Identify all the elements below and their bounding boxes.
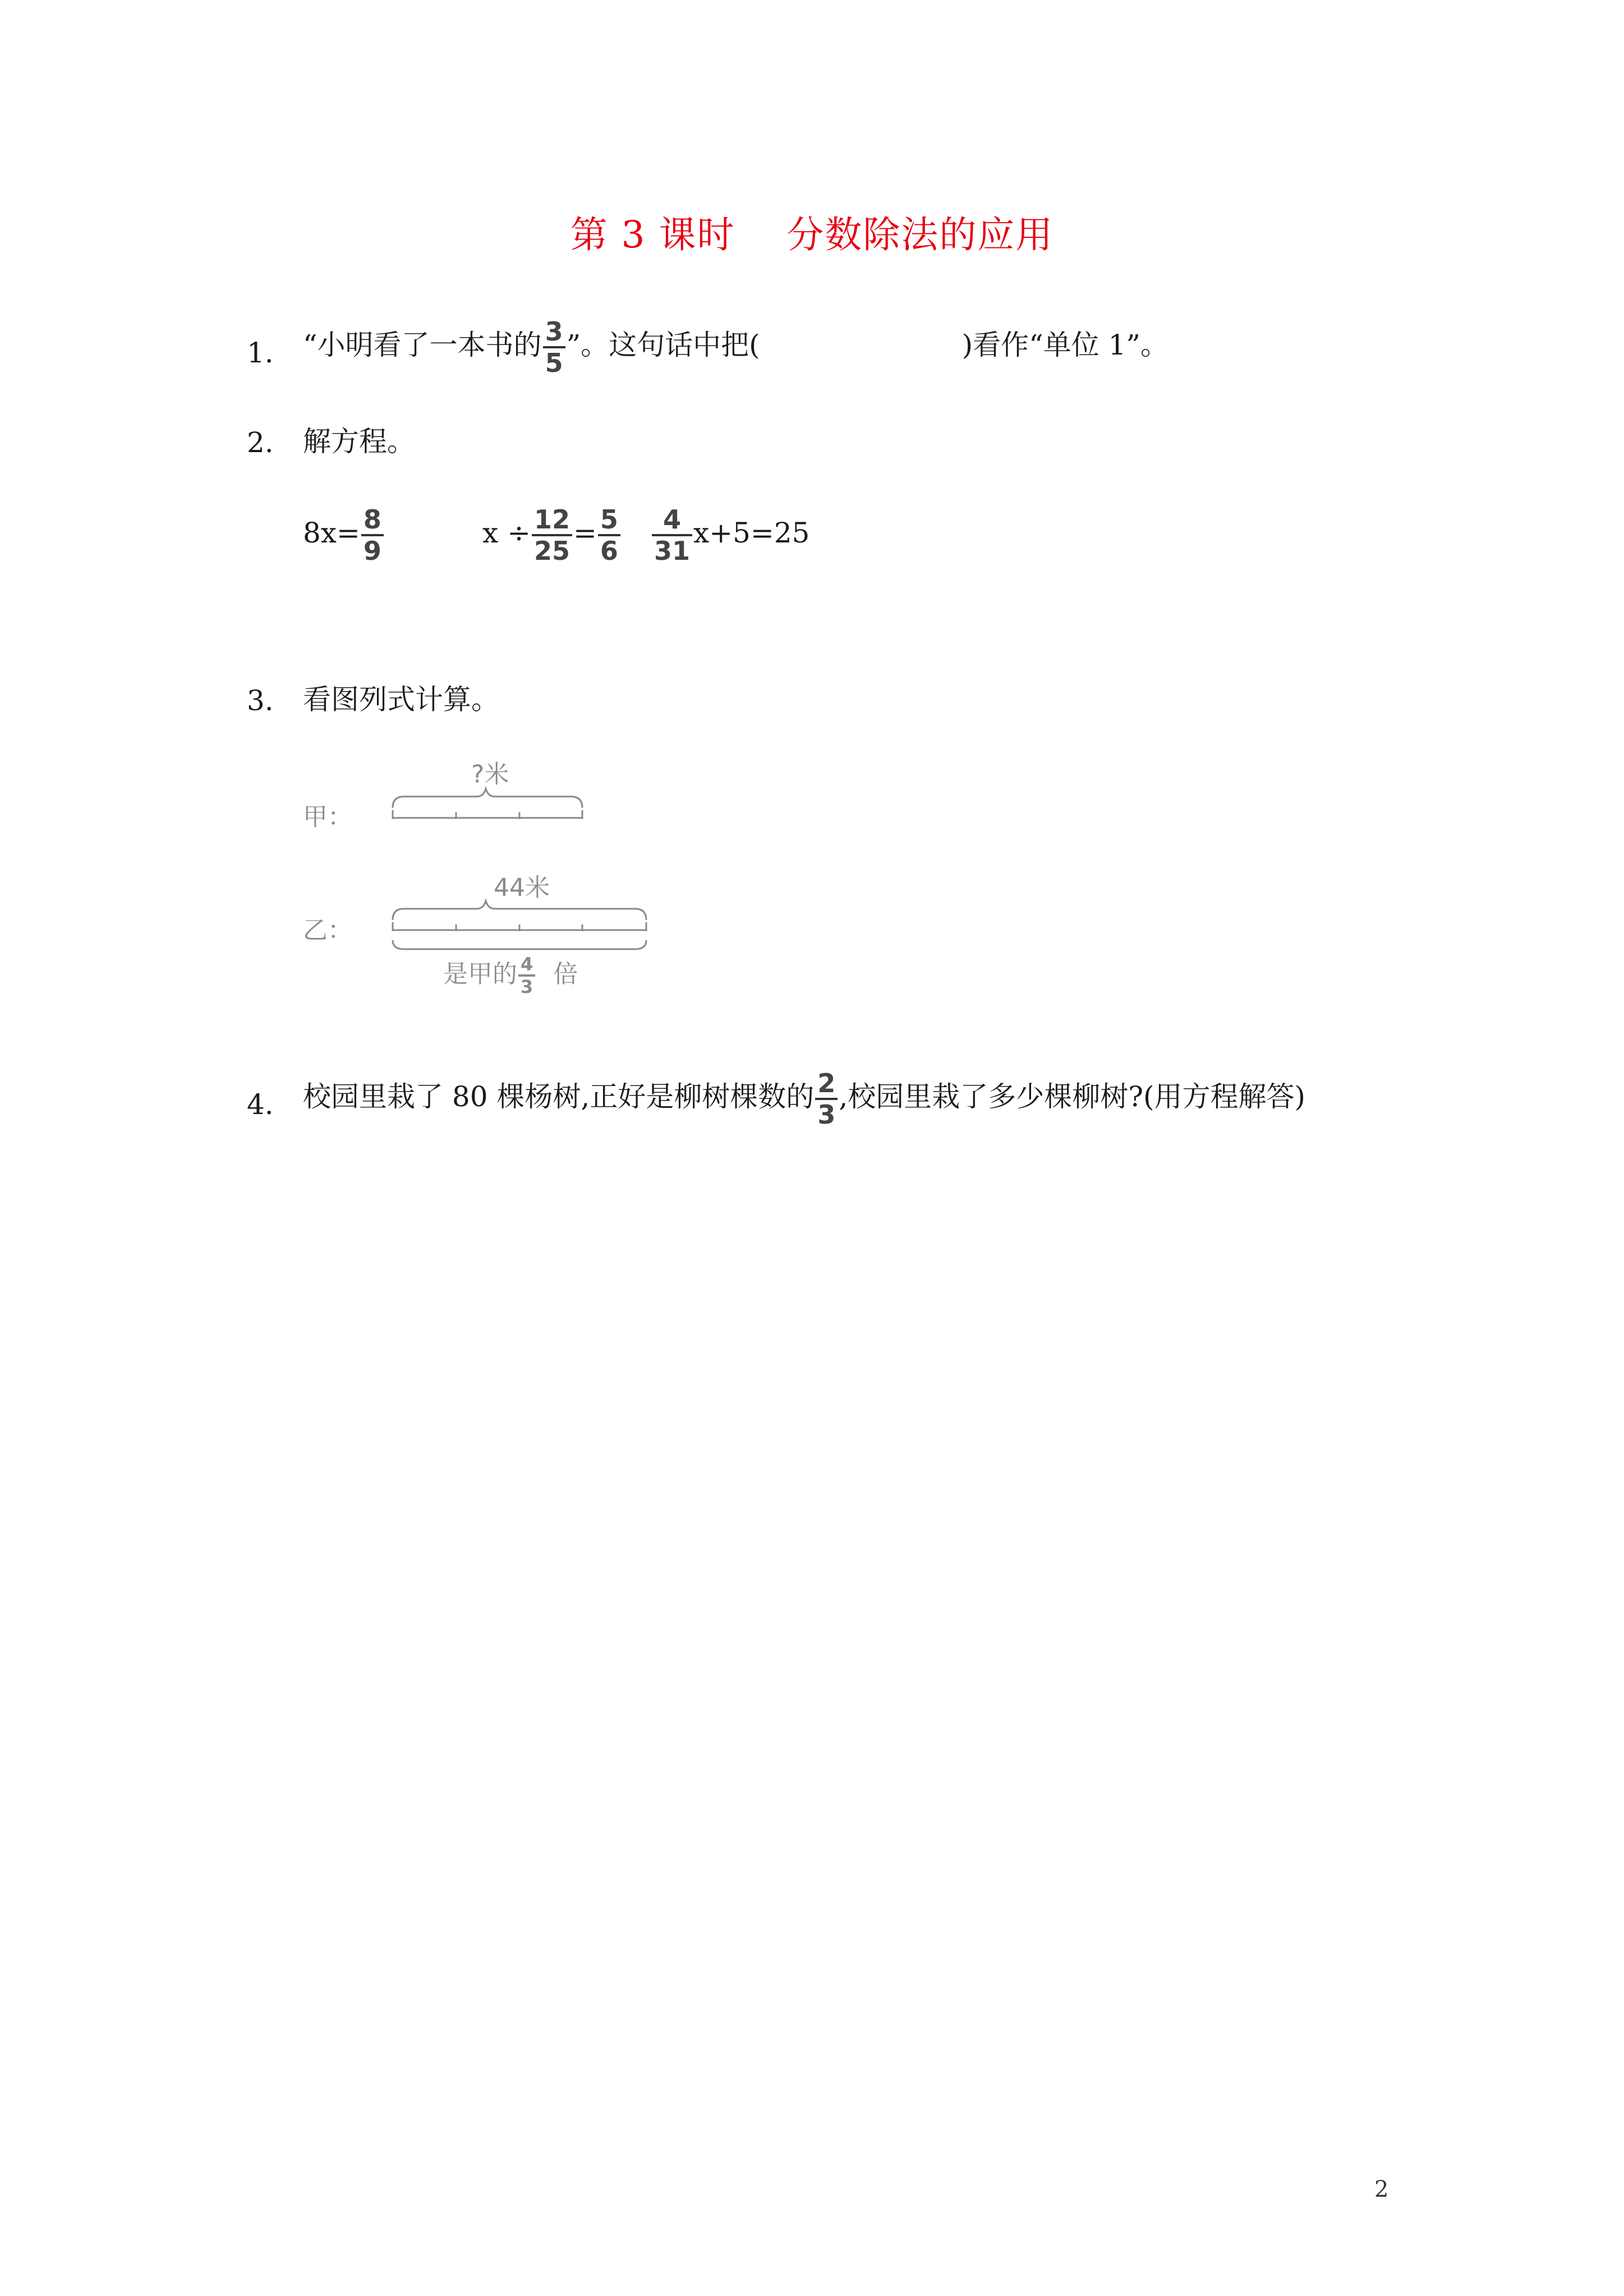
question-2-number: 2. xyxy=(247,426,274,459)
page-title: 第 3 课时 分数除法的应用 xyxy=(570,213,1054,256)
yi-relation-fraction xyxy=(518,954,535,997)
fraction-numerator: 4 xyxy=(521,954,533,975)
question-4-pre: 校园里栽了 80 棵杨树,正好是柳树棵数的 xyxy=(303,1080,815,1113)
question-2-text: 解方程。 xyxy=(303,425,415,458)
yi-label: 乙： xyxy=(303,916,352,945)
question-1-mid: ”。这句话中把( xyxy=(566,329,760,361)
fraction-denominator: 6 xyxy=(598,534,620,565)
equation-1-lhs: 8x= xyxy=(303,517,360,549)
yi-relation-pre: 是甲的 xyxy=(443,960,517,988)
question-4-fraction xyxy=(815,1069,838,1129)
fraction-denominator: 3 xyxy=(518,974,535,997)
equals-sign: = xyxy=(573,517,597,549)
yi-bottom-brace xyxy=(393,940,646,949)
equation-1 xyxy=(303,505,385,565)
jia-brace xyxy=(393,789,582,808)
line-segment-figure xyxy=(303,752,662,1010)
yi-length: 44米 xyxy=(494,873,550,902)
jia-label: 甲： xyxy=(303,803,352,831)
fraction-denominator: 5 xyxy=(543,346,565,378)
question-4-post: ,校园里栽了多少棵柳树?(用方程解答) xyxy=(839,1080,1306,1113)
fraction-denominator: 9 xyxy=(361,534,384,565)
question-1-number: 1. xyxy=(247,337,274,369)
yi-top-brace xyxy=(393,901,646,920)
yi-relation xyxy=(443,954,578,997)
equation-2-lhs: x ÷ xyxy=(482,517,531,549)
equation-3 xyxy=(651,505,809,565)
fraction-denominator: 31 xyxy=(652,534,692,565)
question-1-text xyxy=(303,317,1168,378)
fraction-numerator: 5 xyxy=(600,504,618,535)
equation-3-rhs: x+5=25 xyxy=(693,517,810,549)
fraction-numerator: 12 xyxy=(534,504,571,535)
yi-relation-post: 倍 xyxy=(553,960,578,988)
equation-1-fraction xyxy=(361,505,384,565)
equation-2-fraction-1 xyxy=(532,505,572,565)
equation-3-fraction xyxy=(652,505,692,565)
equation-2 xyxy=(482,505,622,565)
fraction-numerator: 4 xyxy=(663,504,682,535)
fraction-denominator: 25 xyxy=(532,534,572,565)
page-number: 2 xyxy=(1374,2177,1389,2202)
question-3-text: 看图列式计算。 xyxy=(303,683,499,716)
jia-unknown-length: ?米 xyxy=(471,760,509,789)
fraction-numerator: 3 xyxy=(545,316,563,347)
question-1-post: )看作“单位 1”。 xyxy=(961,329,1168,361)
equation-2-fraction-2 xyxy=(598,505,620,565)
question-4-number: 4. xyxy=(247,1088,274,1121)
fraction-denominator: 3 xyxy=(815,1098,838,1129)
fraction-numerator: 2 xyxy=(817,1068,836,1098)
question-3-number: 3. xyxy=(247,684,274,717)
question-1-fraction xyxy=(543,317,565,378)
question-4-text xyxy=(303,1069,1305,1129)
question-1-pre: “小明看了一本书的 xyxy=(303,329,542,361)
fraction-numerator: 8 xyxy=(363,504,381,535)
